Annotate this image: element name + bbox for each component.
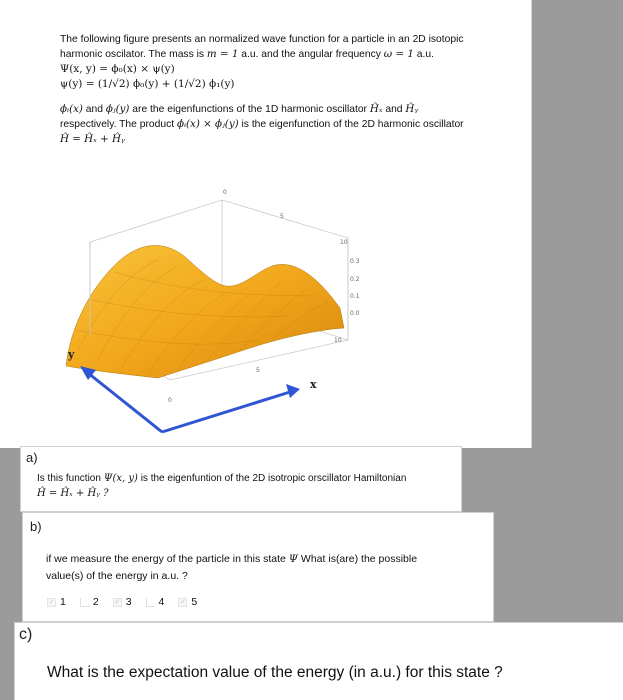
intro-line-2-pre: harmonic oscilator. The mass is	[60, 49, 207, 60]
question-c-panel	[14, 622, 623, 700]
top-tick-5: 5	[280, 213, 284, 220]
problem-intro	[60, 32, 500, 147]
top-tick-0: 0	[223, 189, 227, 196]
option-label: 4	[158, 596, 165, 608]
energy-options	[47, 596, 197, 608]
intro-line-2-mid: a.u. and the angular frequency	[238, 49, 384, 60]
desc-text-1: are the eigenfunctions of the 1D harmonic oscillator	[129, 104, 370, 115]
description-line-1	[60, 102, 500, 117]
energy-option-2[interactable]	[80, 596, 99, 608]
frequency-equation: ω = 1	[383, 48, 414, 60]
y-axis-label: y	[68, 348, 75, 361]
question-a-post: is the eigenfuntion of the 2D isotropic orscillator Hamiltonian	[137, 473, 407, 484]
description-line-2	[60, 117, 500, 132]
desc-product: ϕᵢ(x) × ϕⱼ(y)	[176, 118, 239, 130]
option-label: 2	[92, 596, 99, 608]
hamiltonian-equation: Ĥ = Ĥₓ + Ĥᵧ	[60, 133, 125, 145]
desc-phi-i: ϕᵢ(x)	[60, 103, 83, 115]
wavefunction-3d-plot	[58, 180, 378, 442]
checkbox-icon[interactable]	[80, 598, 89, 607]
question-b-line-2: value(s) of the energy in a.u. ?	[46, 570, 188, 582]
z-tick: 0.3	[350, 258, 360, 265]
x-axis-label: x	[310, 378, 317, 391]
bottom-tick-5: 5	[256, 367, 260, 374]
z-tick: 0.2	[350, 276, 360, 283]
intro-line-2	[60, 47, 500, 62]
desc-and-1: and	[82, 104, 106, 115]
equation-psi-y: ψ(y) = (1/√2) ϕ₀(y) + (1/√2) ϕ₁(y)	[60, 78, 235, 90]
checkbox-icon[interactable]: ✓	[179, 598, 186, 606]
option-label: 3	[125, 596, 132, 608]
energy-option-3[interactable]	[113, 596, 132, 608]
intro-line-1: The following figure presents an normalized wave function for a particle in an 2D isotopic	[60, 34, 464, 45]
question-a-text	[37, 471, 457, 501]
desc-text-2: respectively. The product	[60, 119, 177, 130]
desc-text-3: is the eigenfunction of the 2D harmonic oscillator	[238, 119, 464, 130]
z-axis-ticks	[350, 258, 360, 317]
energy-option-4[interactable]	[146, 596, 165, 608]
desc-hy: Ĥᵧ	[405, 103, 419, 115]
question-a-psi: Ψ(x, y)	[103, 473, 138, 484]
x-arrow-head	[286, 384, 300, 398]
z-tick: 0.0	[350, 310, 360, 317]
checkbox-icon[interactable]: ✓	[114, 598, 121, 606]
equation-psi: Ψ(x, y) = ϕ₀(x) × ψ(y)	[60, 63, 175, 75]
question-b-pre: if we measure the energy of the particle in this state	[46, 553, 289, 565]
intro-line-2-post: a.u.	[413, 49, 434, 60]
top-tick-10: 10	[340, 239, 348, 246]
question-b-label: b)	[30, 519, 42, 534]
question-b-text	[46, 551, 486, 585]
energy-option-1[interactable]	[47, 596, 66, 608]
wavefunction-surface	[66, 245, 344, 378]
desc-hx: Ĥₓ	[369, 103, 383, 115]
question-a-panel	[20, 446, 462, 512]
desc-phi-j: ϕⱼ(y)	[105, 103, 130, 115]
question-b-panel	[22, 512, 494, 622]
question-b-post: What is(are) the possible	[298, 553, 418, 565]
checkbox-icon[interactable]: ✓	[48, 598, 55, 606]
question-a-hamiltonian: Ĥ = Ĥₓ + Ĥᵧ ?	[37, 488, 109, 499]
desc-and-2: and	[382, 104, 406, 115]
checkbox-icon[interactable]	[146, 598, 155, 607]
option-label: 5	[191, 596, 198, 608]
question-c-text: What is the expectation value of the energy (in a.u.) for this state ?	[47, 664, 503, 681]
right-tick-10: 10	[334, 337, 342, 344]
question-c-label: c)	[19, 626, 33, 643]
question-a-pre: Is this function	[37, 473, 104, 484]
mass-equation: m = 1	[206, 48, 239, 60]
energy-option-5[interactable]	[178, 596, 197, 608]
question-b-psi: Ψ	[288, 553, 299, 565]
option-label: 1	[60, 596, 66, 608]
z-tick: 0.1	[350, 293, 360, 300]
bottom-tick-0: 0	[168, 397, 172, 404]
question-a-label: a)	[26, 450, 38, 465]
